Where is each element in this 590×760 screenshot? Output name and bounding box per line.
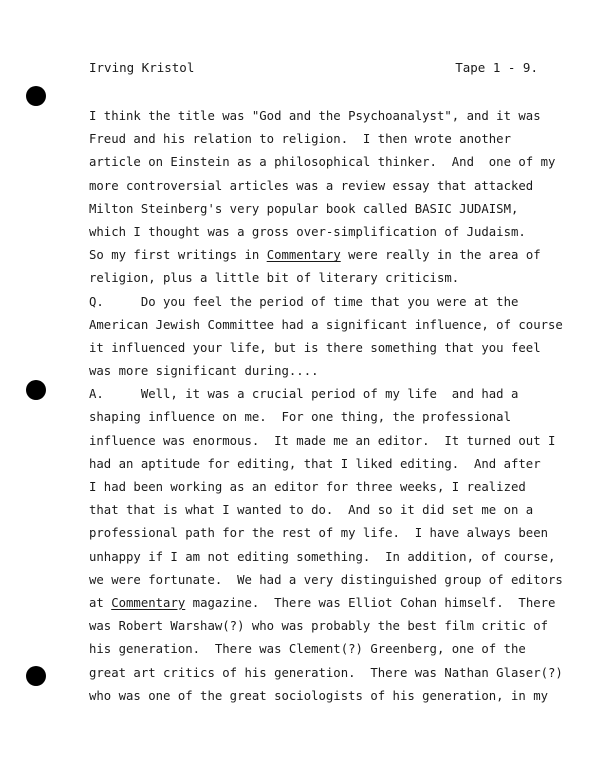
line-text: which I thought was a gross over-simplification of Judaism. <box>89 224 526 239</box>
line-text: more controversial articles was a review essay that attacked <box>89 178 534 193</box>
line-text: it influenced your life, but is there something that you feel <box>89 340 541 355</box>
transcript-body <box>89 105 563 708</box>
tape-page-reference: Tape 1 - 9. <box>455 60 538 75</box>
transcript-line <box>89 430 556 453</box>
transcript-line <box>89 546 556 569</box>
transcript-line <box>89 499 549 522</box>
line-text: Q. Do you feel the period of time that you were at the <box>89 294 519 309</box>
line-text: I had been working as an editor for three weeks, I realized <box>89 480 526 494</box>
transcript-line <box>89 592 556 615</box>
line-text: shaping influence on me. For one thing, the professional <box>89 410 511 425</box>
line-text: Milton Steinberg's very popular book called BASIC JUDAISM, <box>89 201 519 216</box>
transcript-line <box>89 337 549 360</box>
transcript-line <box>89 314 563 337</box>
transcript-line <box>89 615 549 638</box>
transcript-line <box>89 685 549 708</box>
transcript-line <box>89 638 549 661</box>
line-text: great art critics of his generation. There was Nathan Glaser(?) <box>89 665 563 680</box>
transcript-line <box>89 453 549 476</box>
line-text: at <box>89 595 112 610</box>
line-text: we were fortunate. We had a very distinguished group of editors <box>89 572 563 587</box>
transcript-line <box>89 244 549 267</box>
line-text: that that is what I wanted to do. And so it did set me on a <box>89 503 534 518</box>
line-text: had an aptitude for editing, that I liked editing. And after <box>89 456 541 471</box>
line-text: was Robert Warshaw(?) who was probably the best film critic of <box>89 619 549 634</box>
line-text: his generation. There was Clement(?) Greenberg, one of the <box>89 642 526 657</box>
line-text: A. Well, it was a crucial period of my life and had a <box>89 387 519 402</box>
transcript-line <box>89 198 549 221</box>
line-text: American Jewish Committee had a significant influence, of course <box>89 317 563 332</box>
line-text: influence was enormous. It made me an editor. It turned out I <box>89 433 556 448</box>
line-text: I think the title was "God and the Psychoanalyst", and it was <box>89 109 541 123</box>
line-text: unhappy if I am not editing something. In addition, of course, <box>89 549 556 564</box>
punch-hole-middle <box>26 380 46 400</box>
transcript-line <box>89 522 549 545</box>
transcript-line <box>89 267 549 290</box>
line-text: who was one of the great sociologists of his generation, in my <box>89 688 549 703</box>
line-text: religion, plus a little bit of literary criticism. <box>89 271 460 286</box>
transcript-line <box>89 662 563 685</box>
line-text: So my first writings in <box>89 248 267 263</box>
transcript-line <box>89 360 549 383</box>
transcript-line <box>89 128 549 151</box>
transcript-line <box>89 476 549 499</box>
transcript-line <box>89 105 549 128</box>
transcript-line <box>89 151 556 174</box>
transcript-line <box>89 175 549 198</box>
underlined-title: Commentary <box>266 248 341 263</box>
punch-hole-top <box>26 86 46 106</box>
line-text: professional path for the rest of my life. I have always been <box>89 526 549 541</box>
interviewee-name: Irving Kristol <box>89 60 195 75</box>
line-text: were really in the area of <box>340 248 541 263</box>
line-text: was more significant during.... <box>89 364 319 379</box>
transcript-line <box>89 569 563 592</box>
line-text: Freud and his relation to religion. I then wrote another <box>89 132 511 147</box>
punch-hole-bottom <box>26 666 46 686</box>
transcript-line <box>89 291 549 314</box>
underlined-title: Commentary <box>111 595 186 610</box>
transcript-line <box>89 221 549 244</box>
line-text: magazine. There was Elliot Cohan himself. There <box>185 595 556 610</box>
line-text: article on Einstein as a philosophical thinker. And one of my <box>89 155 556 170</box>
transcript-line <box>89 383 549 406</box>
transcript-line <box>89 406 549 429</box>
